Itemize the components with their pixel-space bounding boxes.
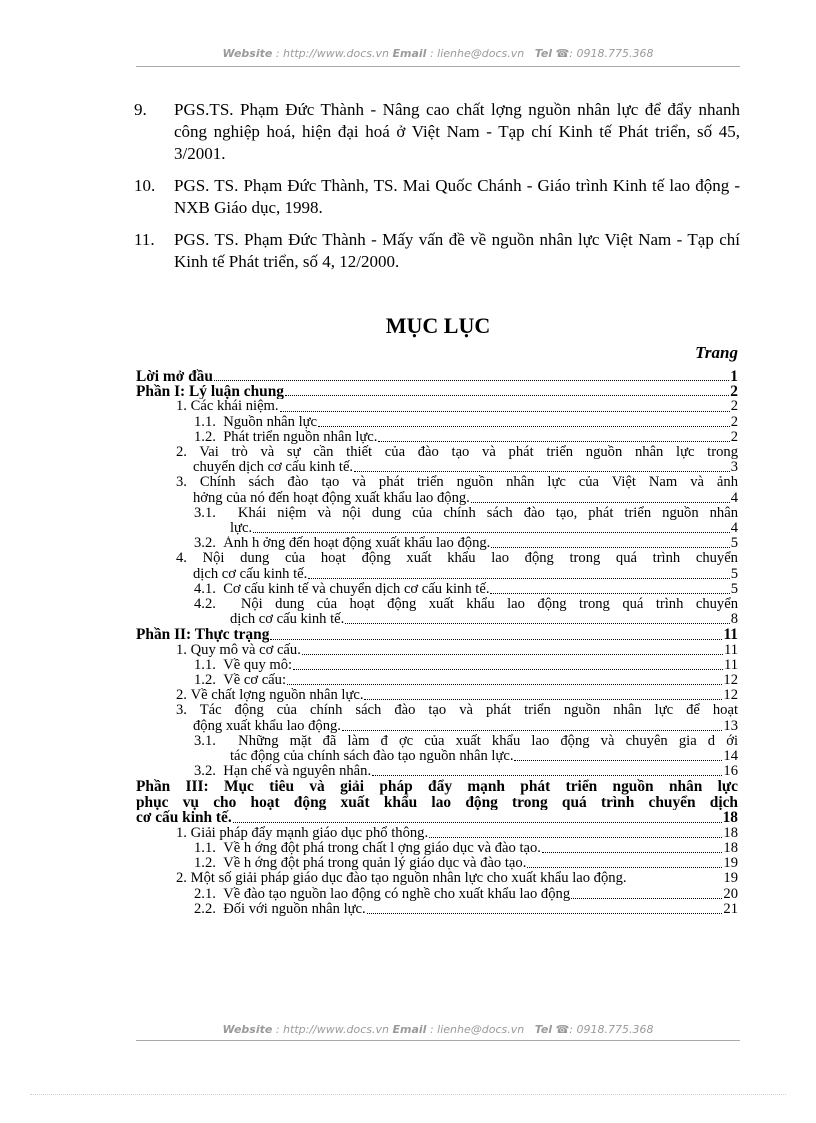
toc-entry-text: Lời mở đầu (136, 369, 213, 385)
toc-entry-number: 2.2. (194, 900, 216, 917)
reference-number: 10. (134, 176, 156, 195)
toc-entry[interactable] (136, 597, 738, 627)
page-edge-divider (30, 1094, 786, 1095)
toc-entry[interactable] (136, 779, 738, 825)
toc-entry-text: Nội dung của hoạt động xuất khẩu lao động trong quá trình chuyển (240, 597, 738, 613)
toc-entry-page: 18 (722, 809, 738, 827)
toc-entry-text: Các khái niệm. (190, 399, 279, 415)
toc-entry-page: 4 (730, 489, 738, 506)
toc-entry-text: dịch cơ cấu kinh tế. (193, 566, 308, 582)
website-label: Website (222, 47, 273, 60)
toc-entry[interactable] (136, 384, 738, 399)
toc-entry-page: 1 (730, 368, 738, 385)
toc-entry-text: Về quy mô: (223, 657, 293, 673)
toc-entry-number: 4.1. (194, 580, 216, 597)
toc-entry-text: lực. (230, 521, 253, 537)
toc-entry-page: 4 (730, 520, 738, 537)
toc-entry-text: hởng của nó đến hoạt động xuất khẩu lao động. (193, 490, 470, 506)
toc-entry-number: 1.1. (194, 656, 216, 673)
toc-entry[interactable] (136, 688, 738, 703)
email-value[interactable]: : lienhe@docs.vn (429, 47, 525, 60)
toc-entry-text: dịch cơ cấu kinh tế. (230, 612, 345, 628)
toc-entry-text: động xuất khẩu lao động. (193, 718, 341, 734)
table-of-contents (136, 369, 738, 917)
toc-entry-page: 19 (723, 870, 738, 887)
toc-entry[interactable] (136, 551, 738, 581)
toc-entry-text: Phát triển nguồn nhân lực. (223, 429, 378, 445)
toc-entry-page: 2 (730, 383, 738, 401)
toc-entry[interactable] (136, 764, 738, 779)
toc-entry-number: 1.2. (194, 428, 216, 445)
toc-entry-text: Về chất lợng nguồn nhân lực. (190, 688, 364, 704)
website-value[interactable]: : http://www.docs.vn (275, 47, 390, 60)
email-value[interactable]: : lienhe@docs.vn (429, 1023, 525, 1036)
toc-entry-text: Vai trò và sự cần thiết của đào tạo và phát triển nguồn nhân lực trong (199, 445, 738, 461)
toc-entry-number: 2. (176, 445, 187, 461)
toc-entry-text: Về h ớng đột phá trong chất l ợng giáo dục và đào tạo. (223, 840, 541, 856)
toc-entry[interactable] (136, 369, 738, 384)
page-footer (136, 1023, 740, 1036)
toc-entry-number: 4.2. (194, 597, 216, 613)
tel-value: ☎: 0918.775.368 (555, 1023, 654, 1036)
toc-entry[interactable] (136, 703, 738, 733)
toc-entry-text: Chính sách đào tạo và phát triển nguồn nhân lực của Việt Nam và ảnh (199, 475, 738, 491)
toc-entry-text: Cơ cấu kinh tế và chuyển dịch cơ cấu kinh tế. (223, 581, 490, 597)
toc-entry-page: 18 (723, 839, 738, 856)
toc-entry-text: tác động của chính sách đào tạo nguồn nhân lực. (230, 749, 514, 765)
toc-entry-text: Những mặt đã làm đ ợc của xuất khẩu lao động và chuyên gia d ới (238, 733, 738, 749)
toc-entry-text: Phần II: Thực trạng (136, 627, 270, 643)
toc-page-label: Trang (695, 343, 738, 362)
toc-entry-page: 19 (723, 855, 738, 872)
toc-title: MỤC LỤC (385, 313, 491, 338)
toc-entry-number: 2.1. (194, 885, 216, 902)
page-header (136, 47, 740, 60)
toc-entry[interactable] (136, 841, 738, 856)
toc-entry-page: 12 (723, 687, 738, 704)
toc-entry-page: 13 (723, 717, 738, 734)
toc-entry-page: 5 (730, 580, 738, 597)
toc-entry-number: 3.1. (194, 505, 216, 521)
toc-entry-page: 16 (723, 763, 738, 780)
toc-entry[interactable] (136, 536, 738, 551)
toc-entry[interactable] (136, 430, 738, 445)
reference-item (134, 99, 740, 165)
toc-entry-number: 1. (176, 398, 187, 415)
header-rule (136, 66, 740, 67)
toc-entry[interactable] (136, 673, 738, 688)
toc-entry-text: Phần I: Lý luận chung (136, 384, 284, 400)
toc-entry[interactable] (136, 643, 738, 658)
toc-entry-text: Ảnh h ởng đến hoạt động xuất khẩu lao động. (223, 536, 491, 552)
toc-entry-page: 20 (723, 885, 738, 902)
tel-label: Tel (534, 47, 553, 60)
reference-text: PGS. TS. Phạm Đức Thành, TS. Mai Quốc Chánh - Giáo trình Kinh tế lao động - NXB Giáo dục, 1998. (174, 176, 740, 217)
toc-entry-page: 11 (723, 656, 738, 673)
toc-entry-number: 1.2. (194, 855, 216, 872)
toc-entry[interactable] (136, 399, 738, 414)
toc-entry[interactable] (136, 734, 738, 764)
toc-entry-number: 1.2. (194, 672, 216, 689)
toc-entry-text: Khái niệm và nội dung của chính sách đào tạo, phát triển nguồn nhân (237, 505, 738, 521)
toc-entry-page: 12 (723, 672, 738, 689)
toc-entry-number: 1.1. (194, 413, 216, 430)
toc-entry[interactable] (136, 902, 738, 917)
toc-entry-text: Phần III: Mục tiêu và giải pháp đẩy mạnh phát triển nguồn nhân lực (136, 779, 738, 795)
toc-entry-text: Giải pháp đẩy mạnh giáo dục phổ thông. (190, 825, 429, 841)
tel-value: ☎: 0918.775.368 (555, 47, 654, 60)
toc-entry-number: 2. (176, 870, 187, 887)
toc-entry-number: 3. (176, 475, 187, 491)
toc-entry-text: Về cơ cấu: (223, 673, 287, 689)
website-label: Website (222, 1023, 273, 1036)
toc-entry-page: 8 (730, 611, 738, 628)
footer-rule (136, 1040, 740, 1041)
toc-entry-text: Tác động của chính sách đào tạo và phát triển nguồn nhân lực để hoạt (199, 703, 738, 719)
reference-number: 9. (134, 100, 147, 119)
toc-entry-page: 5 (730, 535, 738, 552)
toc-entry[interactable] (136, 415, 738, 430)
toc-entry-number: 2. (176, 687, 187, 704)
reference-item (134, 175, 740, 219)
toc-entry[interactable] (136, 582, 738, 597)
toc-entry-page: 21 (723, 900, 738, 917)
toc-entry[interactable] (136, 627, 738, 642)
toc-entry-number: 3.2. (194, 535, 216, 552)
tel-label: Tel (534, 1023, 553, 1036)
toc-entry[interactable] (136, 826, 738, 841)
toc-entry[interactable] (136, 475, 738, 505)
email-label: Email (392, 47, 427, 60)
website-value[interactable]: : http://www.docs.vn (275, 1023, 390, 1036)
toc-entry-text: Một số giải pháp giáo dục đào tạo nguồn nhân lực cho xuất khẩu lao động. (190, 871, 627, 887)
toc-entry-page: 14 (723, 748, 738, 765)
toc-entry-text: Về đào tạo nguồn lao động có nghề cho xuất khẩu lao động (223, 886, 571, 902)
toc-entry-text: Quy mô và cơ cấu. (190, 642, 301, 658)
toc-entry-text: Hạn chế và nguyên nhân. (223, 764, 372, 780)
reference-text: PGS. TS. Phạm Đức Thành - Mấy vấn đề về nguồn nhân lực Việt Nam - Tạp chí Kinh tế Phát triển, số 4, 12/2000. (174, 230, 740, 271)
toc-entry[interactable] (136, 658, 738, 673)
toc-entry-text: phục vụ cho hoạt động xuất khẩu lao động trong quá trình chuyển dịch (136, 794, 738, 811)
toc-entry[interactable] (136, 887, 738, 902)
toc-entry-page: 2 (730, 428, 738, 445)
toc-entry-page: 18 (723, 824, 738, 841)
toc-entry-text: cơ cấu kinh tế. (136, 810, 232, 826)
reference-text: PGS.TS. Phạm Đức Thành - Nâng cao chất lợng nguồn nhân lực để đẩy nhanh công nghiệp hoá, hiện đại hoá ở Việt Nam - Tạp chí Kinh tế Phát triển, số 45, 3/2001. (174, 100, 740, 163)
toc-entry-page: 3 (730, 459, 738, 476)
email-label: Email (392, 1023, 427, 1036)
toc-entry-page: 11 (723, 641, 738, 658)
toc-entry-page: 5 (730, 565, 738, 582)
reference-number: 11. (134, 230, 155, 249)
toc-entry-number: 4. (176, 551, 187, 567)
toc-entry[interactable] (136, 871, 738, 886)
toc-entry[interactable] (136, 445, 738, 475)
toc-entry-text: Nội dung của hoạt động xuất khẩu lao động trong quá trình chuyển (202, 551, 738, 567)
toc-entry-number: 3.2. (194, 763, 216, 780)
toc-entry-page: 2 (730, 413, 738, 430)
toc-entry[interactable] (136, 856, 738, 871)
toc-entry-text: Về h ớng đột phá trong quản lý giáo dục và đào tạo. (223, 856, 527, 872)
toc-entry-text: Đối với nguồn nhân lực. (223, 901, 366, 917)
toc-entry-page: 2 (730, 398, 738, 415)
toc-entry-text: chuyển dịch cơ cấu kinh tế. (193, 460, 354, 476)
toc-entry-number: 1. (176, 824, 187, 841)
toc-entry[interactable] (136, 506, 738, 536)
toc-entry-number: 1. (176, 641, 187, 658)
reference-item (134, 229, 740, 273)
toc-entry-number: 3. (176, 703, 187, 719)
toc-entry-number: 3.1. (194, 733, 216, 749)
toc-entry-text: Nguồn nhân lực (223, 414, 318, 430)
toc-entry-page: 11 (723, 626, 738, 644)
toc-entry-number: 1.1. (194, 839, 216, 856)
